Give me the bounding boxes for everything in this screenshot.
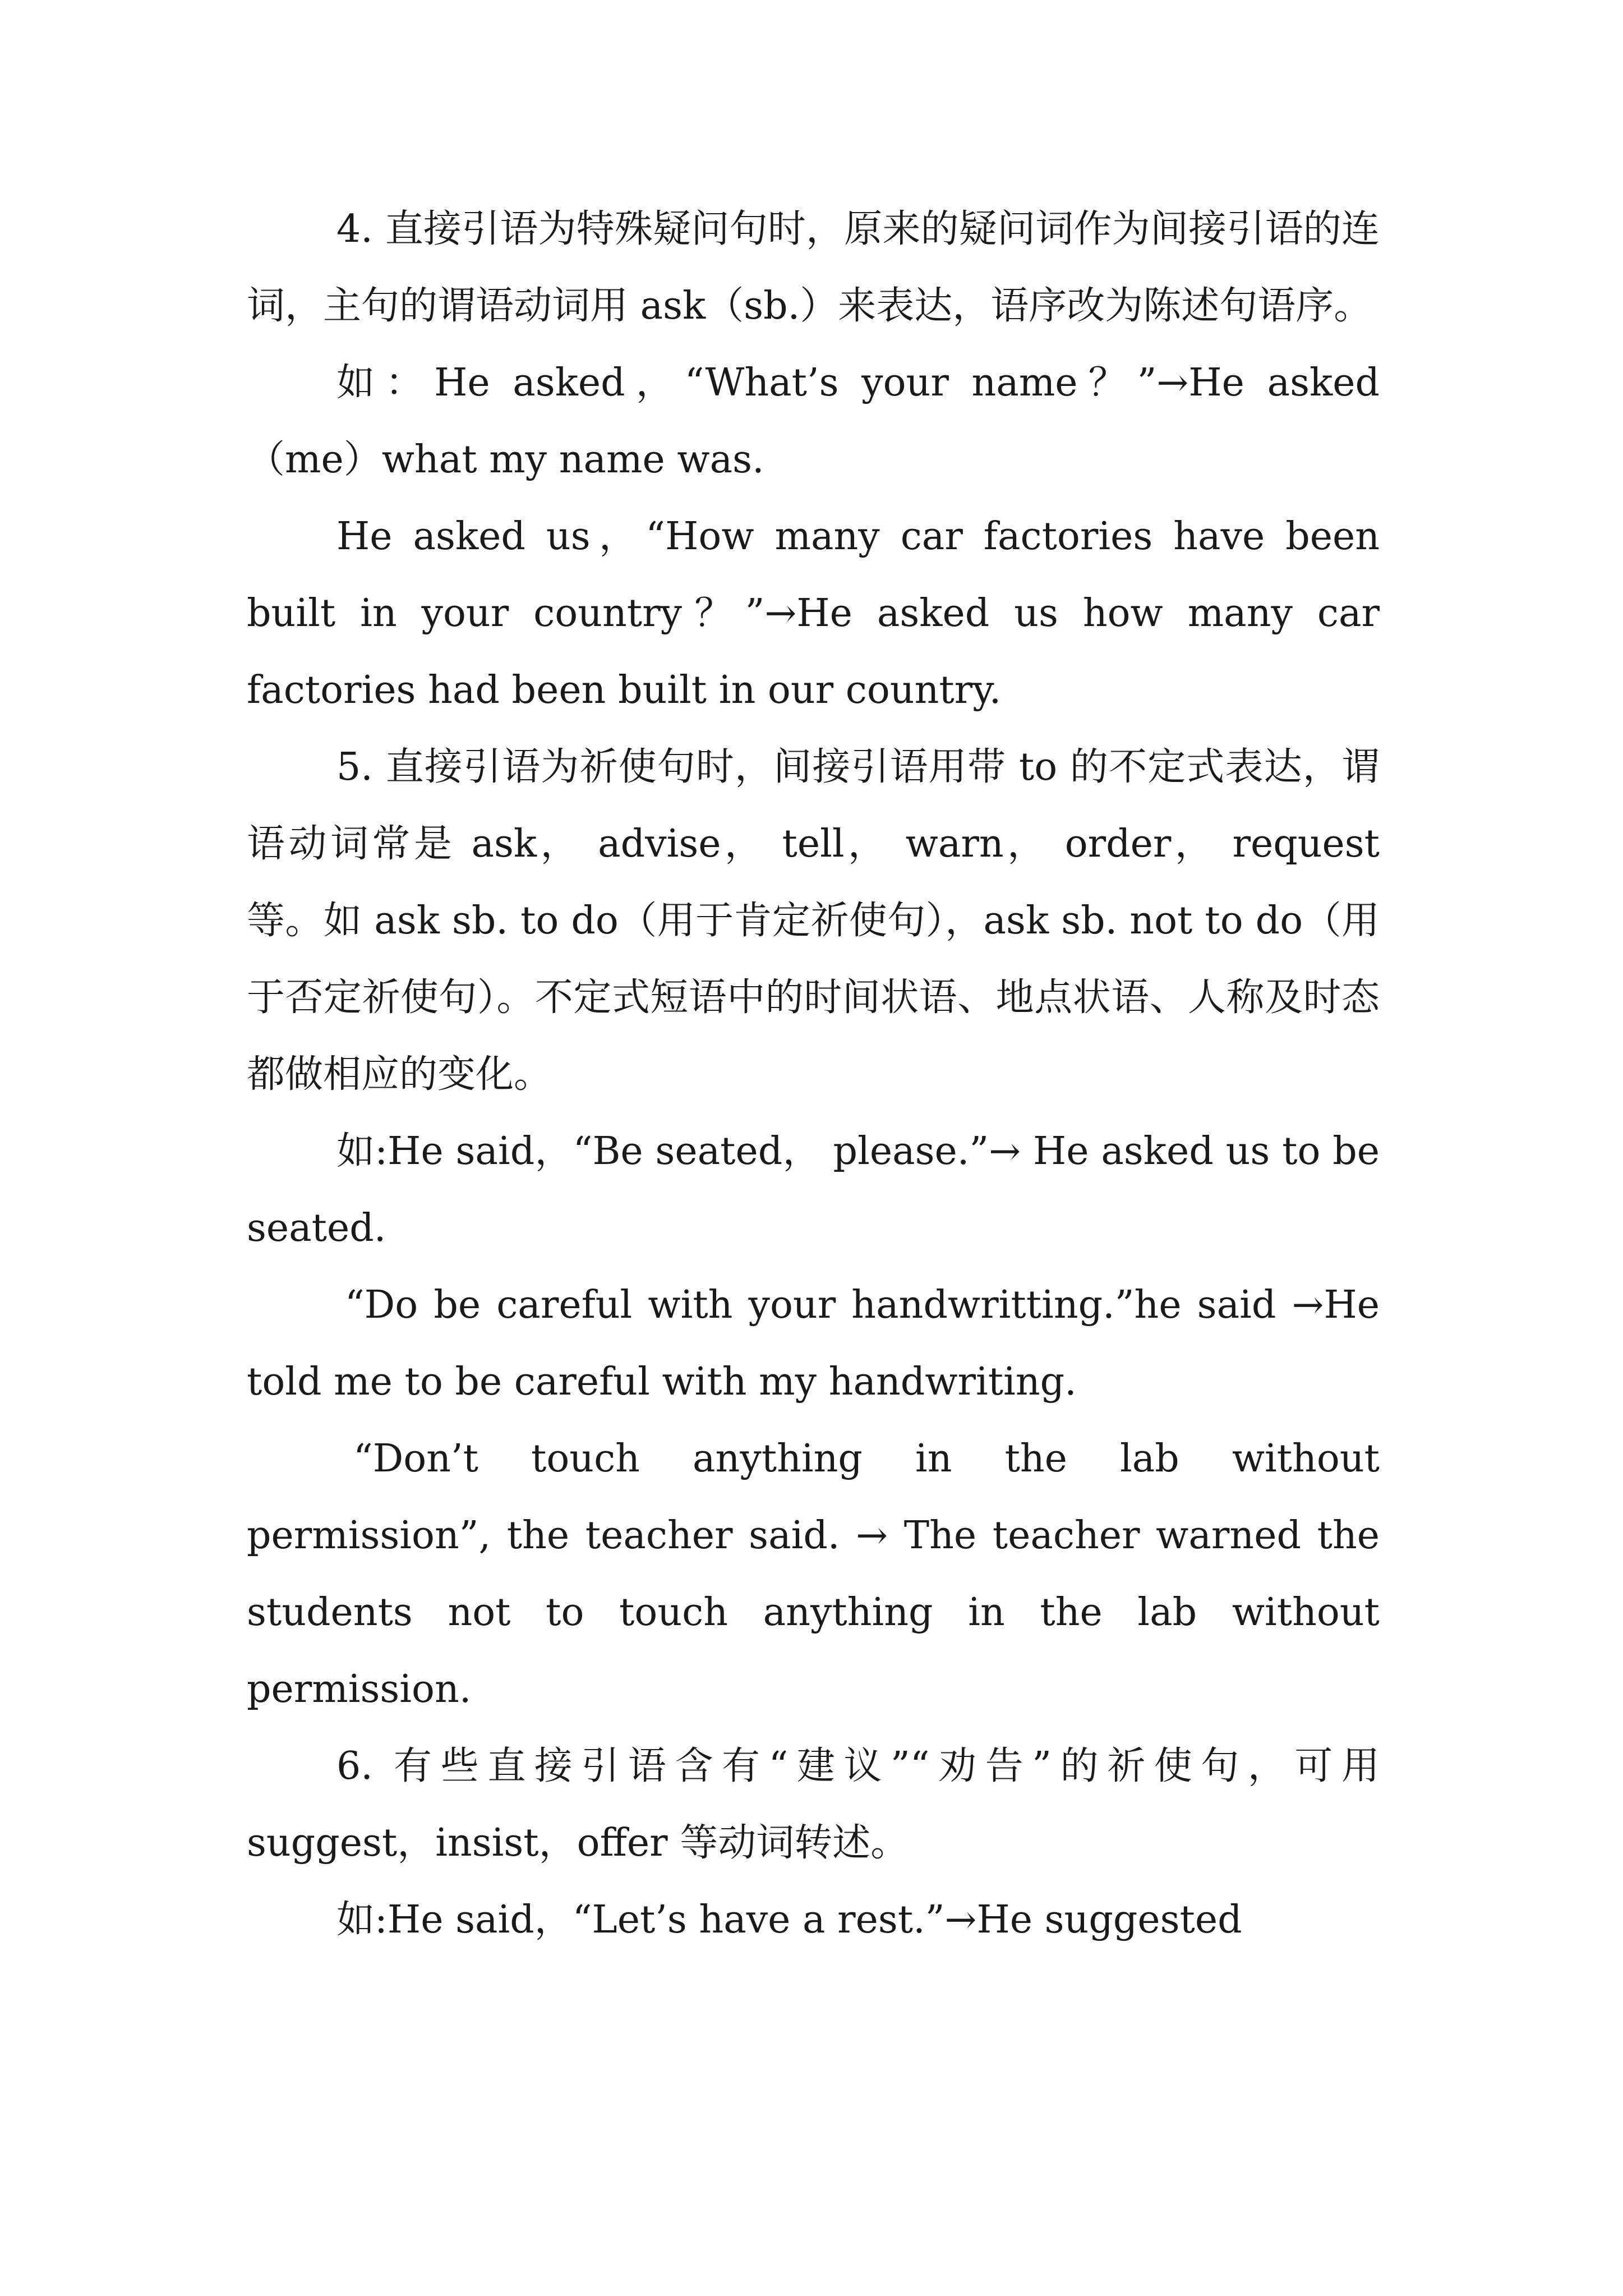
example-paragraph: 如:He said，“Let’s have a rest.”→He suggested (336, 1898, 1242, 1942)
example-paragraph: 如：He asked，“What’s your name？”→He asked（me）what my name was. (247, 361, 1380, 482)
rule-5-paragraph: 5. 直接引语为祈使句时，间接引语用带 to 的不定式表达，谓语动词常是 ask， advise， tell， warn， order， request 等。如 ask sb. to do（用于肯定祈使句），ask sb. not to do（用于否定祈使句）。不定式短语中的时间状语、地点状语、人称及时态都做相应的变化。 (247, 745, 1380, 1097)
rule-6-paragraph: 6. 有些直接引语含有“建议”“劝告”的祈使句，可用 suggest，insist，offer 等动词转述。 (247, 1744, 1380, 1865)
document-body (247, 191, 1380, 1958)
example-paragraph: “Do be careful with your handwritting.”he said →He told me to be careful with my handwriting. (247, 1283, 1380, 1404)
example-paragraph: “Don’t touch anything in the lab without permission”, the teacher said. → The teacher warned the students not to touch anything in the lab without permission. (247, 1437, 1380, 1711)
example-paragraph: 如:He said，“Be seated， please.”→ He asked us to be seated. (247, 1129, 1380, 1250)
rule-4-paragraph: 4. 直接引语为特殊疑问句时，原来的疑问词作为间接引语的连词，主句的谓语动词用 ask（sb.）来表达，语序改为陈述句语序。 (247, 207, 1380, 328)
example-paragraph: He asked us，“How many car factories have been built in your country？”→He asked us how many car factories had been built in our country. (247, 514, 1380, 712)
